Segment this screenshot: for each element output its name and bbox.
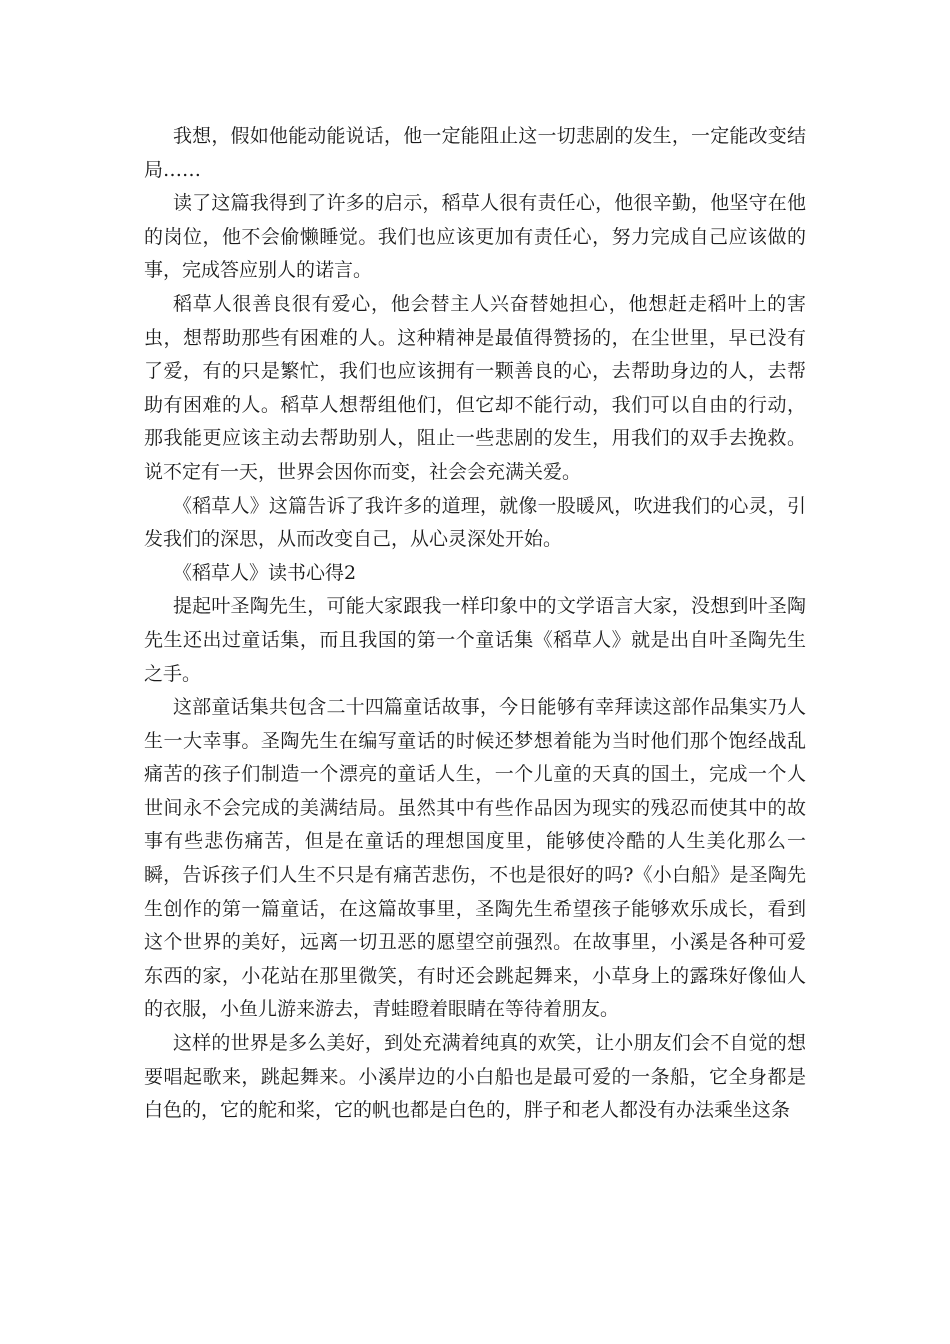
paragraph-1: 我想，假如他能动能说话，他一定能阻止这一切悲剧的发生，一定能改变结局…… (144, 125, 806, 181)
paragraph-7: 这样的世界是多么美好，到处充满着纯真的欢笑，让小朋友们会不自觉的想要唱起歌来，跳起舞来。小溪岸边的小白船也是最可爱的一条船，它全身都是白色的，它的舵和桨，它的帆也都是白色的，胖子和老人都没有办法乘坐这条 (144, 1032, 806, 1122)
paragraph-5: 提起叶圣陶先生，可能大家跟我一样印象中的文学语言大家，没想到叶圣陶先生还出过童话集，而且我国的第一个童话集《稻草人》就是出自叶圣陶先生之手。 (144, 595, 806, 685)
document-body (144, 120, 806, 1128)
paragraph-4: 《稻草人》这篇告诉了我许多的道理，就像一股暖风，吹进我们的心灵，引发我们的深思，从而改变自己，从心灵深处开始。 (144, 494, 806, 551)
paragraph-2: 读了这篇我得到了许多的启示，稻草人很有责任心，他很辛勤，他坚守在他的岗位，他不会偷懒睡觉。我们也应该更加有责任心，努力完成自己应该做的事，完成答应别人的诺言。 (144, 192, 806, 282)
section-title: 《稻草人》读书心得2 (173, 561, 357, 584)
paragraph-6: 这部童话集共包含二十四篇童话故事，今日能够有幸拜读这部作品集实乃人生一大幸事。圣陶先生在编写童话的时候还梦想着能为当时他们那个饱经战乱痛苦的孩子们制造一个漂亮的童话人生，一个儿童的天真的国土，完成一个人世间永不会完成的美满结局。虽然其中有些作品因为现实的残忍而使其中的故事有些悲伤痛苦，但是在童话的理想国度里，能够使冷酷的人生美化那么一瞬，告诉孩子们人生不只是有痛苦悲伤，不也是很好的吗?《小白船》是圣陶先生创作的第一篇童话，在这篇故事里，圣陶先生希望孩子能够欢乐成长，看到这个世界的美好，远离一切丑恶的愿望空前强烈。在故事里，小溪是各种可爱东西的家，小花站在那里微笑，有时还会跳起舞来，小草身上的露珠好像仙人的衣服，小鱼儿游来游去，青蛙瞪着眼睛在等待着朋友。 (144, 696, 806, 1021)
paragraph-3: 稻草人很善良很有爱心，他会替主人兴奋替她担心，他想赶走稻叶上的害虫，想帮助那些有困难的人。这种精神是最值得赞扬的，在尘世里，早已没有了爱，有的只是繁忙，我们也应该拥有一颗善良的心，去帮助身边的人，去帮助有困难的人。稻草人想帮组他们，但它却不能行动，我们可以自由的行动，那我能更应该主动去帮助别人，阻止一些悲剧的发生，用我们的双手去挽救。说不定有一天，世界会因你而变，社会会充满关爱。 (144, 292, 806, 483)
